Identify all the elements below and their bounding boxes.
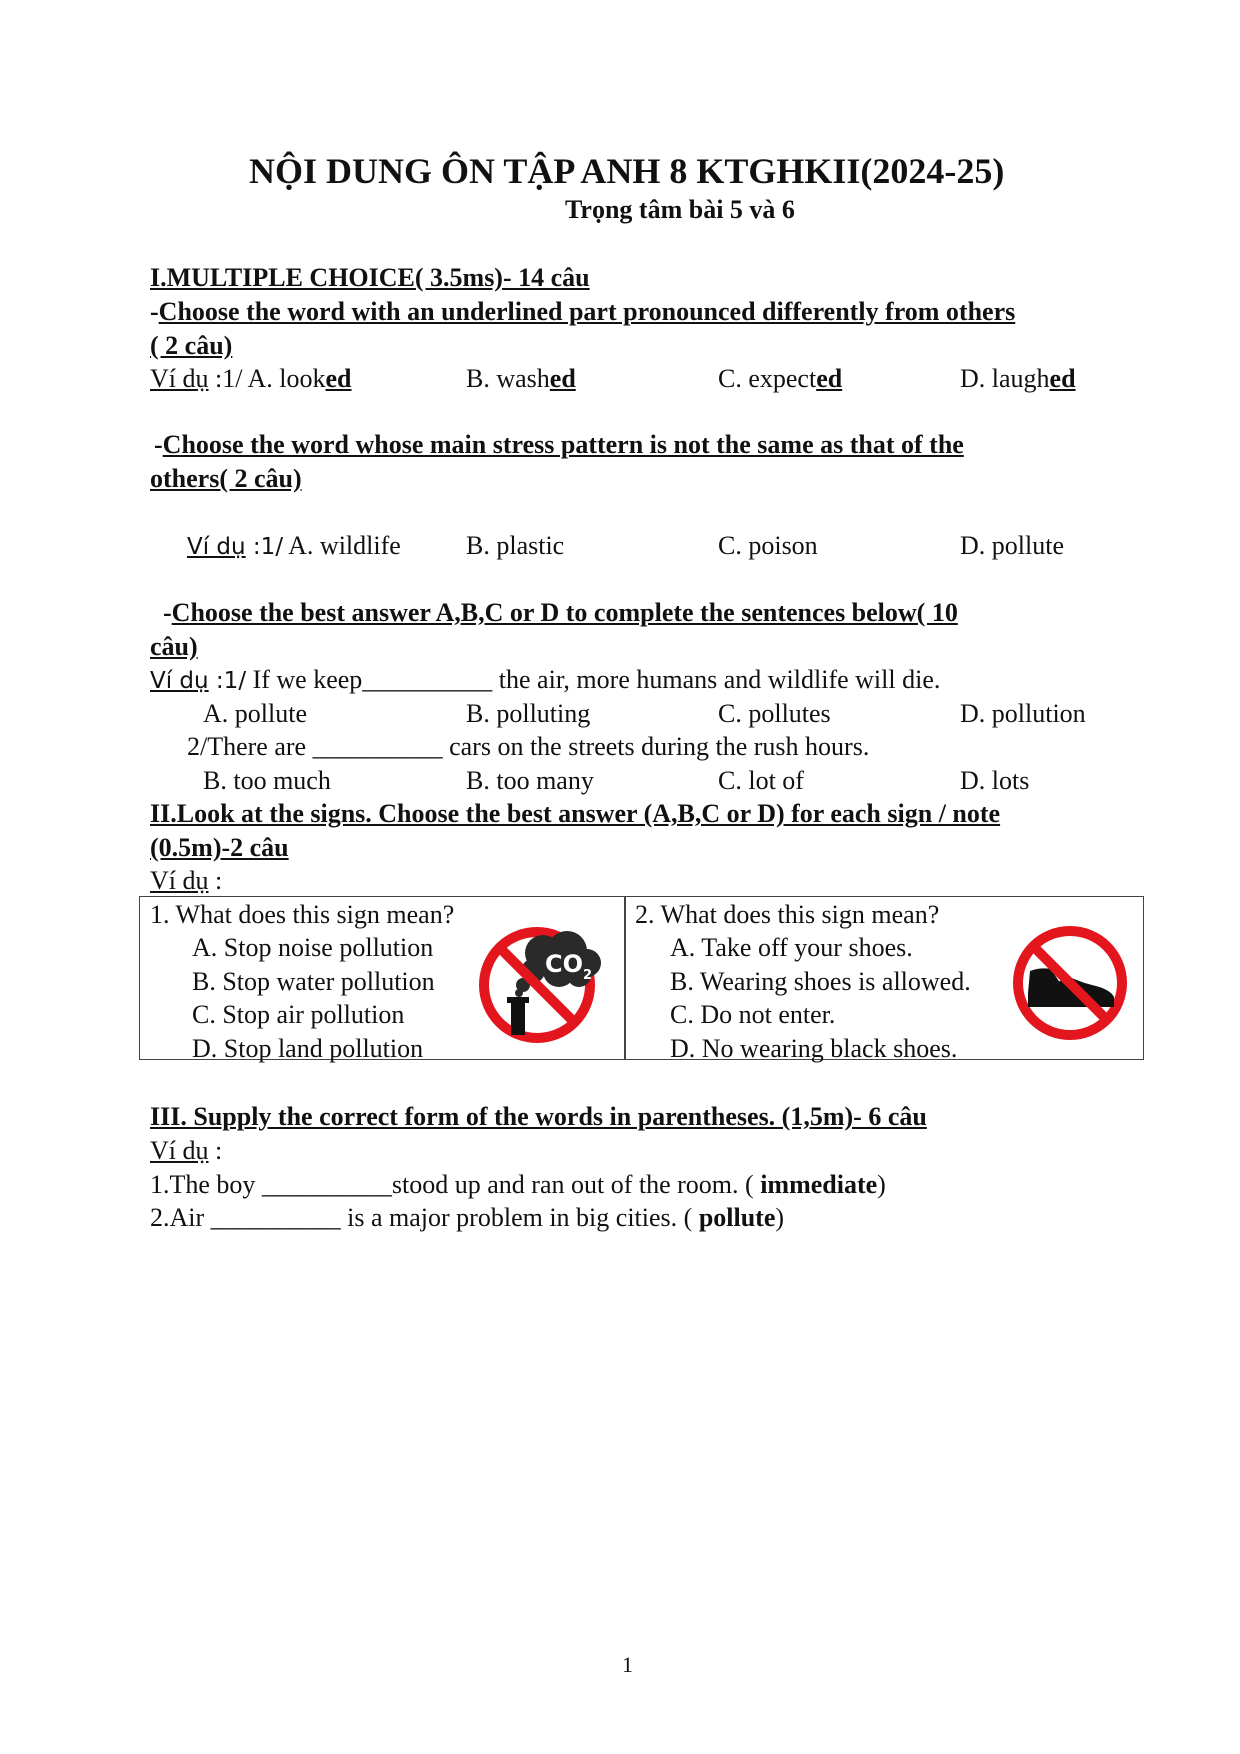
option-a-suffix: ed: [325, 364, 352, 393]
part-c-question-1: [150, 664, 940, 697]
q2-option-d: D. lots: [960, 766, 1030, 795]
sign-2-option-b: B. Wearing shoes is allowed.: [670, 967, 971, 996]
part-a-instruction-text: Choose the word with an underlined part pronounced differently from others: [158, 297, 1016, 326]
question-1-close: ): [877, 1170, 886, 1199]
part-b-instruction-text: Choose the word whose main stress pattern is not the same as that of the: [162, 430, 964, 459]
no-shoes-sign-icon: [1010, 923, 1130, 1043]
part-a-instruction-line-2: ( 2 câu): [150, 331, 233, 360]
option-b-suffix: ed: [549, 364, 576, 393]
option-a-base: :1/ A. look: [208, 364, 326, 393]
sign-1-question: 1. What does this sign mean?: [150, 900, 455, 929]
sign-2-option-a: A. Take off your shoes.: [670, 933, 913, 962]
part-c-instruction-text: Choose the best answer A,B,C or D to complete the sentences below( 10: [171, 598, 958, 627]
q2-option-c: C. lot of: [718, 766, 804, 795]
part-b-instruction-line-2: others( 2 câu): [150, 464, 302, 493]
question-2-close: ): [775, 1203, 785, 1232]
question-1-text: 1.The boy __________stood up and ran out of the room. (: [150, 1170, 761, 1199]
part-c-question-2: 2/There are __________ cars on the streets during the rush hours.: [187, 732, 870, 761]
no-co2-pollution-sign-icon: [475, 917, 605, 1047]
co2-label: CO: [545, 950, 584, 978]
section-2-example: [150, 865, 222, 897]
q2-option-a: B. too much: [203, 766, 331, 795]
section-2-heading-line-2: (0.5m)-2 câu: [150, 833, 289, 862]
part-a-option-d: [960, 363, 1076, 395]
question-2-text: 2.Air __________ is a major problem in big cities. (: [150, 1203, 699, 1232]
q1-option-c: C. pollutes: [718, 699, 831, 728]
example-label: Ví dụ: [187, 534, 246, 560]
sign-1-option-c: C. Stop air pollution: [192, 1000, 405, 1029]
sign-1-option-d: D. Stop land pollution: [192, 1034, 424, 1063]
part-a-dash: -: [150, 297, 159, 326]
question-1-word: immediate: [760, 1170, 878, 1199]
sign-2-option-c: C. Do not enter.: [670, 1000, 836, 1029]
example-label: Ví dụ: [150, 1136, 209, 1165]
part-a-option-c: [718, 363, 842, 395]
page-number: 1: [622, 1652, 633, 1677]
example-number: :1/: [245, 534, 284, 560]
section-3-example: [150, 1135, 222, 1167]
sign-2-question: 2. What does this sign mean?: [635, 900, 940, 929]
q2-option-b: B. too many: [466, 766, 594, 795]
part-b-option-d: D. pollute: [960, 531, 1064, 560]
section-3-question-1: [150, 1169, 886, 1201]
part-b-example: [187, 530, 401, 563]
section-3-heading: III. Supply the correct form of the words in parentheses. (1,5m)- 6 câu: [150, 1102, 927, 1131]
q1-option-d: D. pollution: [960, 699, 1086, 728]
option-d-suffix: ed: [1049, 364, 1076, 393]
part-b-instruction-line-1: [154, 429, 964, 461]
question-1-text: If we keep__________ the air, more humans and wildlife will die.: [252, 665, 941, 694]
example-colon: :: [208, 1136, 223, 1165]
example-label: Ví dụ: [150, 364, 209, 393]
option-c-suffix: ed: [816, 364, 843, 393]
co2-subscript: 2: [583, 968, 593, 983]
option-d-base: D. laugh: [960, 364, 1050, 393]
sign-1-option-b: B. Stop water pollution: [192, 967, 435, 996]
part-c-dash: -: [163, 598, 172, 627]
example-label: Ví dụ: [150, 668, 209, 694]
section-3-question-2: [150, 1202, 784, 1234]
section-1-heading: I.MULTIPLE CHOICE( 3.5ms)- 14 câu: [150, 263, 590, 292]
signs-table: [139, 896, 1144, 1063]
section-2-heading-line-1: II.Look at the signs. Choose the best answer (A,B,C or D) for each sign / note: [150, 799, 1001, 828]
part-b-dash: -: [154, 430, 163, 459]
sign-1-cell: [140, 897, 624, 1063]
option-c-base: C. expect: [718, 364, 817, 393]
part-a-option-b: [466, 363, 576, 395]
document-subtitle: Trọng tâm bài 5 và 6: [565, 195, 795, 224]
question-2-word: pollute: [698, 1203, 776, 1232]
part-a-instruction-line-1: [150, 296, 1015, 328]
document-title: NỘI DUNG ÔN TẬP ANH 8 KTGHKII(2024-25): [249, 151, 1005, 191]
part-c-instruction-line-2: câu): [150, 632, 198, 661]
sign-2-cell: [625, 897, 1143, 1063]
part-b-option-c: C. poison: [718, 531, 818, 560]
example-label: Ví dụ: [150, 866, 209, 895]
sign-2-option-d: D. No wearing black shoes.: [670, 1034, 958, 1063]
example-number: :1/: [208, 668, 247, 694]
part-a-example: [150, 363, 352, 395]
option-a: A. wildlife: [288, 531, 401, 560]
sign-1-option-a: A. Stop noise pollution: [192, 933, 434, 962]
part-b-option-b: B. plastic: [466, 531, 565, 560]
example-colon: :: [208, 866, 223, 895]
option-b-base: B. wash: [466, 364, 550, 393]
part-c-instruction-line-1: [163, 597, 958, 629]
q1-option-a: A. pollute: [203, 699, 307, 728]
q1-option-b: B. polluting: [466, 699, 591, 728]
